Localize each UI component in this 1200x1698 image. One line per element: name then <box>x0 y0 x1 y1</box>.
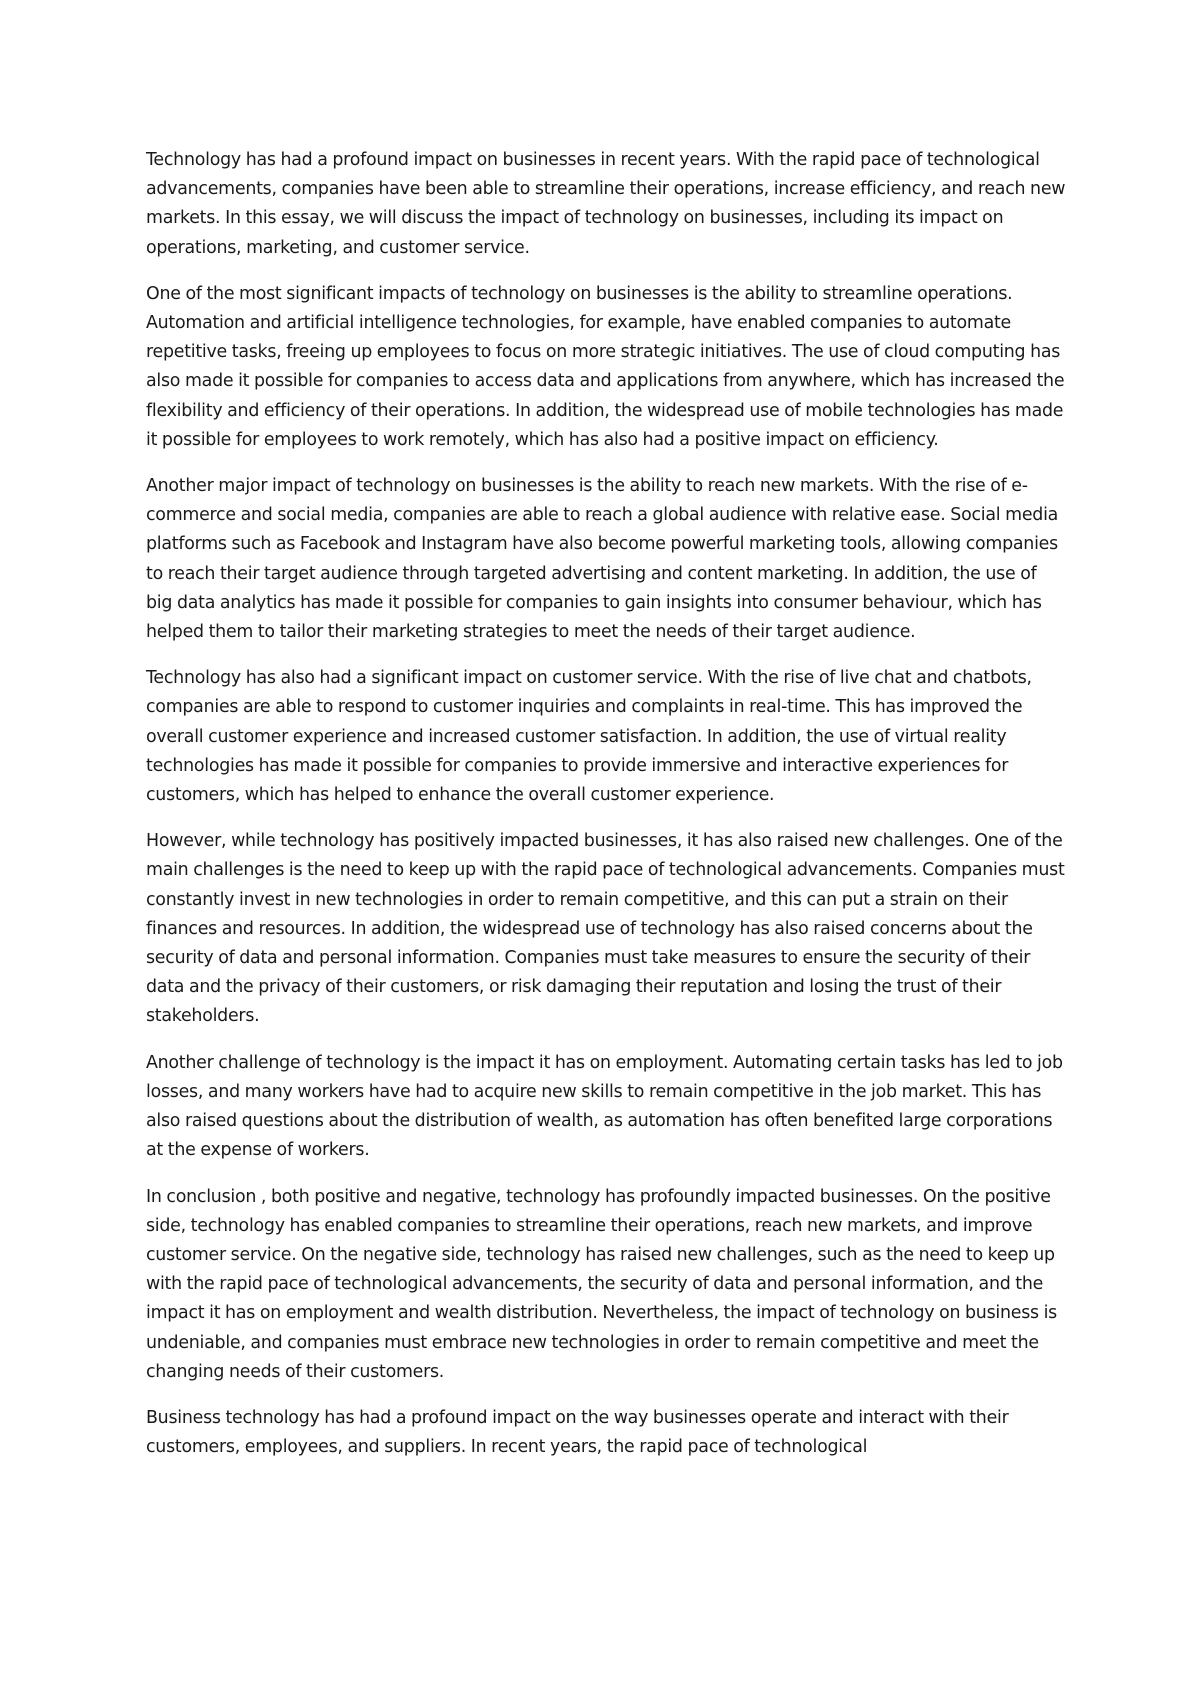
document-body <box>146 146 1066 1479</box>
paragraph-4: Technology has also had a significant impact on customer service. With the rise of live chat and chatbots, companies are able to respond to customer inquiries and complaints in real-time. This has improved the overall customer experience and increased customer satisfaction. In addition, the use of virtual reality technologies has made it possible for companies to provide immersive and interactive experiences for customers, which has helped to enhance the overall customer experience. <box>146 668 1032 806</box>
paragraph-7: In conclusion , both positive and negative, technology has profoundly impacted businesses. On the positive side, technology has enabled companies to streamline their operations, reach new markets, and improve customer service. On the negative side, technology has raised new challenges, such as the need to keep up with the rapid pace of technological advancements, the security of data and personal information, and the impact it has on employment and wealth distribution. Nevertheless, the impact of technology on business is undeniable, and companies must embrace new technologies in order to remain competitive and meet the changing needs of their customers. <box>146 1186 1057 1382</box>
paragraph-5: However, while technology has positively impacted businesses, it has also raised new challenges. One of the main challenges is the need to keep up with the rapid pace of technological advancements. Companies must constantly invest in new technologies in order to remain competitive, and this can put a strain on their finances and resources. In addition, the widespread use of technology has also raised concerns about the security of data and personal information. Companies must take measures to ensure the security of their data and the privacy of their customers, or risk damaging their reputation and losing the trust of their stakeholders. <box>146 831 1065 1027</box>
paragraph-1: Technology has had a profound impact on businesses in recent years. With the rapid pace of technological advancements, companies have been able to streamline their operations, increase efficiency, and reach new markets. In this essay, we will discuss the impact of technology on businesses, including its impact on operations, marketing, and customer service. <box>146 150 1066 258</box>
paragraph-8: Business technology has had a profound impact on the way businesses operate and interact with their customers, employees, and suppliers. In recent years, the rapid pace of technological <box>146 1407 1009 1458</box>
paragraph-3: Another major impact of technology on businesses is the ability to reach new markets. With the rise of e-commerce and social media, companies are able to reach a global audience with relative ease. Social media platforms such as Facebook and Instagram have also become powerful marketing tools, allowing companies to reach their target audience through targeted advertising and content marketing. In addition, the use of big data analytics has made it possible for companies to gain insights into consumer behaviour, which has helped them to tailor their marketing strategies to meet the needs of their target audience. <box>146 476 1059 643</box>
paragraph-6: Another challenge of technology is the impact it has on employment. Automating certain tasks has led to job losses, and many workers have had to acquire new skills to remain competitive in the job market. This has also raised questions about the distribution of wealth, as automation has often benefited large corporations at the expense of workers. <box>146 1052 1063 1161</box>
paragraph-2: One of the most significant impacts of technology on businesses is the ability to streamline operations. Automation and artificial intelligence technologies, for example, have enabled companies to automate repetitive tasks, freeing up employees to focus on more strategic initiatives. The use of cloud computing has also made it possible for companies to access data and applications from anywhere, which has increased the flexibility and efficiency of their operations. In addition, the widespread use of mobile technologies has made it possible for employees to work remotely, which has also had a positive impact on efficiency. <box>146 283 1065 450</box>
